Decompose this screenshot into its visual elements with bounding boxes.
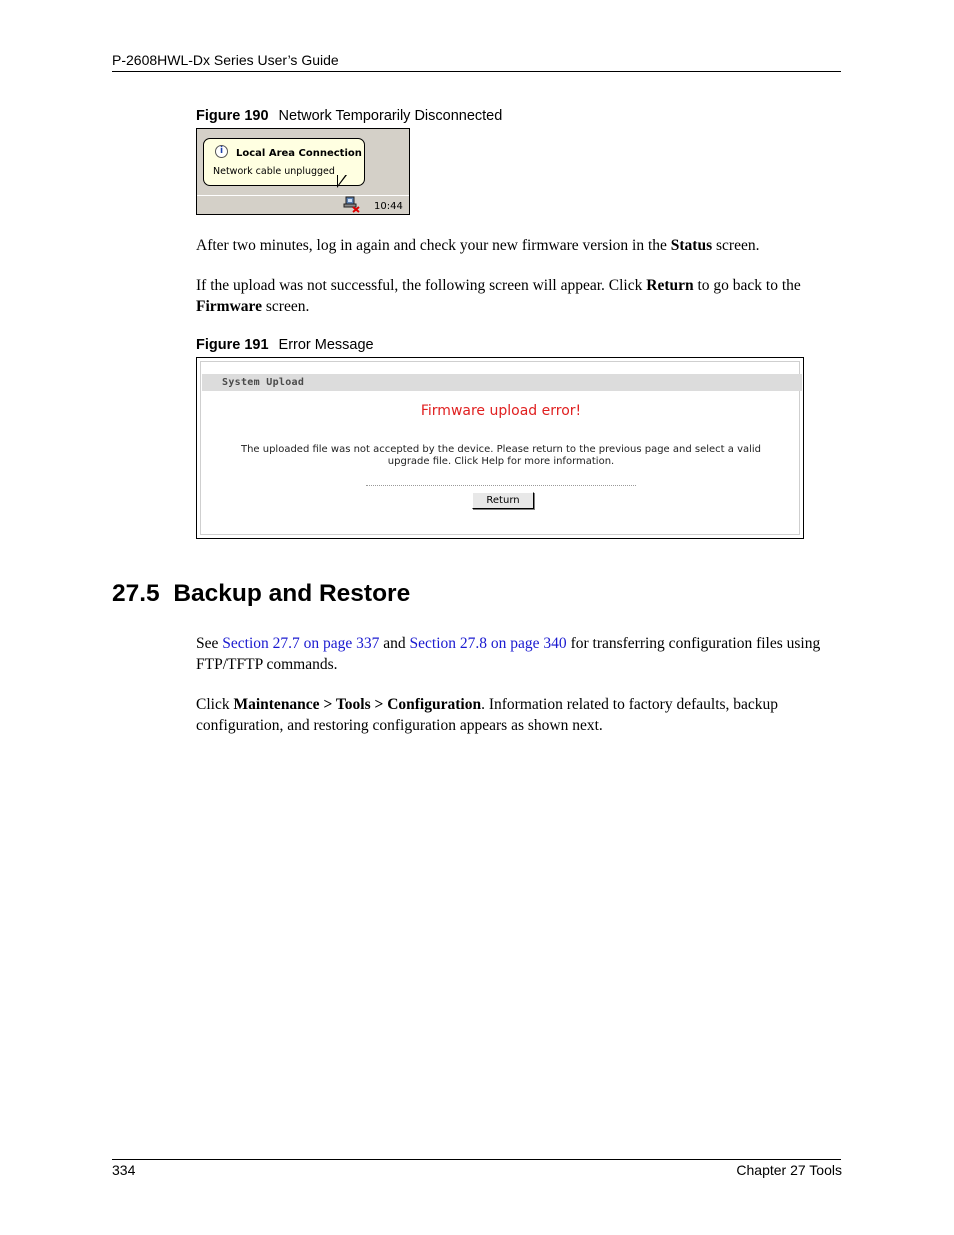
paragraph-upload-failed	[196, 276, 842, 317]
system-upload-bar	[202, 374, 802, 391]
return-button[interactable]: Return	[472, 492, 534, 509]
para4-text-end: . Information related to factory defaults, backup configuration, and restoring configuration appears as shown next.	[196, 696, 779, 734]
figure-190-caption-text: Network Temporarily Disconnected	[278, 108, 503, 124]
figure-191-caption	[196, 337, 374, 353]
balloon-title: Local Area Connection	[236, 148, 362, 159]
error-message	[201, 444, 801, 468]
figure-190-caption	[196, 108, 502, 124]
section-number: 27.5	[112, 580, 160, 607]
menu-path-term: Maintenance > Tools > Configuration	[233, 696, 482, 713]
paragraph-see-sections	[196, 634, 842, 675]
dotted-divider	[366, 485, 636, 486]
figure-190-label: Figure 190	[196, 108, 269, 124]
return-term: Return	[646, 277, 694, 294]
section-27-7-link[interactable]: Section 27.7 on page 337	[222, 635, 380, 652]
section-heading	[112, 580, 410, 608]
system-upload-title: System Upload	[222, 377, 305, 388]
firmware-term: Firmware	[196, 297, 262, 315]
paragraph-after-two-minutes	[196, 236, 842, 257]
figure-191-screenshot	[196, 357, 804, 539]
running-header: P-2608HWL-Dx Series User’s Guide	[112, 52, 339, 68]
para3-text-end: for transferring configuration files using FTP/TFTP commands.	[196, 635, 821, 673]
para2-text-mid: to go back to the	[693, 277, 801, 294]
footer-rule	[112, 1159, 841, 1160]
error-panel	[200, 361, 800, 535]
page-number: 334	[112, 1162, 136, 1178]
figure-191-label: Figure 191	[196, 337, 269, 353]
status-term: Status	[670, 237, 713, 254]
figure-191-caption-text: Error Message	[278, 337, 374, 353]
section-title: Backup and Restore	[173, 580, 411, 607]
chapter-label: Chapter 27 Tools	[736, 1162, 842, 1178]
taskbar-clock: 10:44	[374, 201, 403, 212]
error-message-line-2: upgrade file. Click Help for more information.	[387, 456, 615, 467]
figure-190-screenshot	[196, 128, 410, 215]
error-message-line-1: The uploaded file was not accepted by the device. Please return to the previous page and select a valid	[240, 444, 762, 455]
balloon-tail-fill	[338, 174, 346, 185]
para3-text-mid: and	[379, 635, 410, 652]
balloon-message: Network cable unplugged	[213, 166, 335, 177]
network-disconnected-icon[interactable]	[343, 195, 361, 213]
para2-text-end: screen.	[262, 297, 310, 315]
para3-text: See	[196, 635, 223, 652]
para4-text: Click	[196, 696, 234, 713]
para1-text: After two minutes, log in again and check your new firmware version in the	[196, 237, 671, 254]
section-27-8-link[interactable]: Section 27.8 on page 340	[409, 635, 567, 652]
paragraph-click-configuration	[196, 695, 842, 736]
para1-text-end: screen.	[712, 237, 760, 254]
header-rule	[112, 71, 841, 72]
info-icon: i	[215, 145, 228, 158]
taskbar-edge	[197, 195, 409, 196]
error-heading: Firmware upload error!	[420, 403, 582, 419]
para2-text: If the upload was not successful, the following screen will appear. Click	[196, 277, 647, 294]
